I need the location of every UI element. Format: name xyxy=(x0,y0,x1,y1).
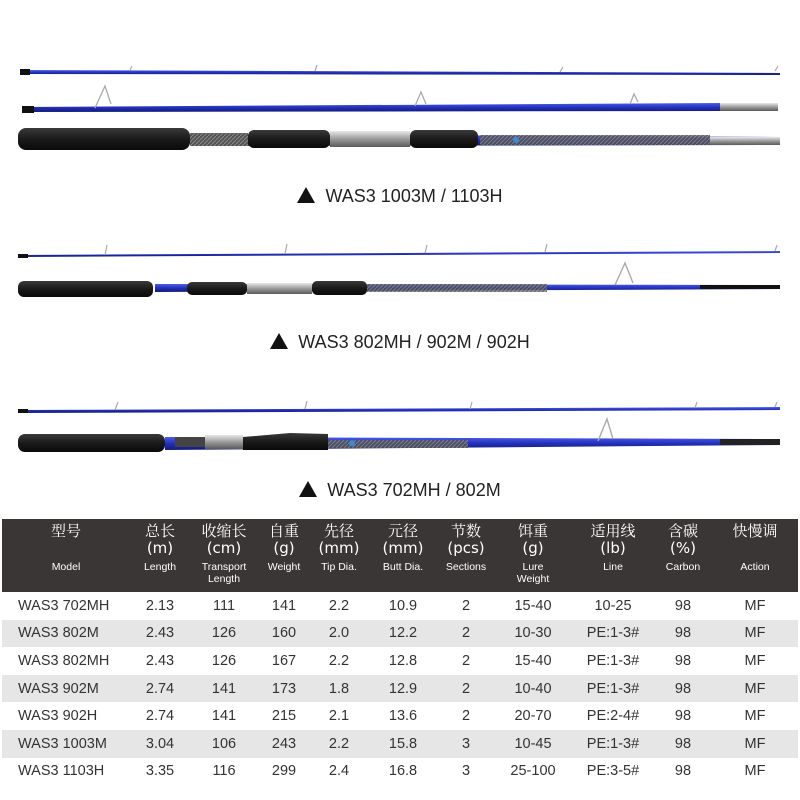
table-cell: 3 xyxy=(438,730,494,758)
table-cell: 3.04 xyxy=(130,730,190,758)
column-header xyxy=(310,519,368,592)
table-cell: 2.2 xyxy=(310,647,368,675)
column-header-en: Lure Weight xyxy=(516,561,550,585)
rod-group-1 xyxy=(18,65,780,150)
rod-mid-section xyxy=(22,103,720,112)
rod-tip-section xyxy=(20,70,780,75)
column-header-cn: 适用线 (lb) xyxy=(590,522,636,557)
column-header xyxy=(712,519,798,592)
table-cell: WAS3 1103H xyxy=(2,758,130,786)
rod-group-1-caption xyxy=(0,186,800,207)
table-cell: PE:1-3# xyxy=(572,730,654,758)
column-header-en: Length xyxy=(143,561,177,573)
table-cell: 116 xyxy=(190,758,258,786)
table-cell: 2.2 xyxy=(310,730,368,758)
triangle-up-icon xyxy=(297,187,315,203)
column-header-en: Butt Dia. xyxy=(382,561,424,573)
table-cell: 2.2 xyxy=(310,592,368,620)
column-header-en: Action xyxy=(740,561,770,573)
table-cell: 106 xyxy=(190,730,258,758)
table-cell: 12.2 xyxy=(368,620,438,648)
table-cell: 12.8 xyxy=(368,647,438,675)
column-header xyxy=(190,519,258,592)
column-header-cn: 收缩长 (cm) xyxy=(201,522,247,557)
table-cell: PE:1-3# xyxy=(572,647,654,675)
rod-group-2-caption xyxy=(0,332,800,353)
table-cell: MF xyxy=(712,758,798,786)
table-cell: 141 xyxy=(190,675,258,703)
table-cell: 2 xyxy=(438,620,494,648)
table-cell: 2.43 xyxy=(130,620,190,648)
table-cell: 10.9 xyxy=(368,592,438,620)
column-header-cn: 自重 (g) xyxy=(268,522,299,557)
table-cell: 98 xyxy=(654,647,712,675)
table-cell: 141 xyxy=(190,702,258,730)
table-cell: 98 xyxy=(654,730,712,758)
column-header xyxy=(2,519,130,592)
column-header xyxy=(130,519,190,592)
column-header-en: Carbon xyxy=(665,561,701,573)
table-cell: 3 xyxy=(438,758,494,786)
table-cell: 12.9 xyxy=(368,675,438,703)
table-cell: 2 xyxy=(438,675,494,703)
table-row xyxy=(2,592,798,620)
column-header-en: Line xyxy=(603,561,623,573)
table-cell: 215 xyxy=(258,702,310,730)
table-row xyxy=(2,758,798,786)
table-cell: 126 xyxy=(190,620,258,648)
table-cell: 2.1 xyxy=(310,702,368,730)
table-cell: 2.4 xyxy=(310,758,368,786)
table-cell: WAS3 902M xyxy=(2,675,130,703)
table-cell: 2.74 xyxy=(130,702,190,730)
table-cell: 2 xyxy=(438,647,494,675)
rod-group-2 xyxy=(18,244,780,297)
column-header-cn: 饵重 (g) xyxy=(517,522,548,557)
column-header-en: Sections xyxy=(445,561,487,573)
table-cell: 243 xyxy=(258,730,310,758)
triangle-up-icon xyxy=(299,481,317,497)
table-cell: 98 xyxy=(654,675,712,703)
table-row xyxy=(2,702,798,730)
column-header xyxy=(654,519,712,592)
table-cell: 10-30 xyxy=(494,620,572,648)
table-cell: PE:1-3# xyxy=(572,675,654,703)
table-cell: 15-40 xyxy=(494,647,572,675)
column-header-cn: 含碳 (%) xyxy=(667,522,698,557)
column-header xyxy=(438,519,494,592)
table-cell: MF xyxy=(712,620,798,648)
table-cell: PE:2-4# xyxy=(572,702,654,730)
table-cell: 111 xyxy=(190,592,258,620)
table-cell: 2.43 xyxy=(130,647,190,675)
table-cell: 2.74 xyxy=(130,675,190,703)
table-cell: WAS3 1003M xyxy=(2,730,130,758)
table-row xyxy=(2,620,798,648)
column-header-en: Weight xyxy=(267,561,301,573)
table-cell: MF xyxy=(712,647,798,675)
table-cell: 25-100 xyxy=(494,758,572,786)
table-cell: 299 xyxy=(258,758,310,786)
table-cell: WAS3 902H xyxy=(2,702,130,730)
table-row xyxy=(2,675,798,703)
rod-model-label: WAS3 1003M / 1103H xyxy=(325,186,503,206)
table-cell: 98 xyxy=(654,702,712,730)
column-header-en: Tip Dia. xyxy=(321,561,357,573)
table-row xyxy=(2,647,798,675)
column-header-cn: 总长 (m) xyxy=(144,522,175,557)
table-cell: 173 xyxy=(258,675,310,703)
column-header-cn: 节数 (pcs) xyxy=(447,522,485,557)
table-cell: MF xyxy=(712,702,798,730)
table-cell: 15.8 xyxy=(368,730,438,758)
column-header-cn: 先径 (mm) xyxy=(318,522,360,557)
column-header-cn: 型号 xyxy=(50,522,81,540)
rod-group-3 xyxy=(18,401,780,452)
table-cell: 98 xyxy=(654,620,712,648)
rod-model-label: WAS3 802MH / 902M / 902H xyxy=(298,332,530,352)
table-cell: 16.8 xyxy=(368,758,438,786)
table-cell: WAS3 802M xyxy=(2,620,130,648)
column-header-en: Model xyxy=(51,561,81,573)
table-cell: 98 xyxy=(654,758,712,786)
table-cell: 10-45 xyxy=(494,730,572,758)
table-cell: WAS3 802MH xyxy=(2,647,130,675)
column-header xyxy=(368,519,438,592)
table-cell: 10-40 xyxy=(494,675,572,703)
table-row xyxy=(2,730,798,758)
column-header-cn: 元径 (mm) xyxy=(382,522,424,557)
table-cell: 98 xyxy=(654,592,712,620)
table-cell: 1.8 xyxy=(310,675,368,703)
spec-table-body xyxy=(2,592,798,785)
spec-table-header xyxy=(2,519,798,592)
triangle-up-icon xyxy=(270,333,288,349)
column-header xyxy=(494,519,572,592)
rod-model-label: WAS3 702MH / 802M xyxy=(327,480,501,500)
table-cell: MF xyxy=(712,592,798,620)
table-cell: PE:3-5# xyxy=(572,758,654,786)
table-cell: 141 xyxy=(258,592,310,620)
table-cell: 20-70 xyxy=(494,702,572,730)
table-cell: MF xyxy=(712,675,798,703)
table-cell: 167 xyxy=(258,647,310,675)
table-cell: MF xyxy=(712,730,798,758)
table-cell: WAS3 702MH xyxy=(2,592,130,620)
table-cell: PE:1-3# xyxy=(572,620,654,648)
table-cell: 2 xyxy=(438,702,494,730)
column-header xyxy=(572,519,654,592)
table-cell: 2 xyxy=(438,592,494,620)
rod-group-3-caption xyxy=(0,480,800,501)
table-cell: 126 xyxy=(190,647,258,675)
column-header-cn: 快慢调 xyxy=(732,522,778,540)
table-cell: 3.35 xyxy=(130,758,190,786)
column-header xyxy=(258,519,310,592)
spec-table xyxy=(2,519,798,785)
table-cell: 2.0 xyxy=(310,620,368,648)
table-cell: 10-25 xyxy=(572,592,654,620)
table-cell: 2.13 xyxy=(130,592,190,620)
table-cell: 15-40 xyxy=(494,592,572,620)
table-cell: 160 xyxy=(258,620,310,648)
column-header-en: Transport Length xyxy=(201,561,247,585)
table-cell: 13.6 xyxy=(368,702,438,730)
